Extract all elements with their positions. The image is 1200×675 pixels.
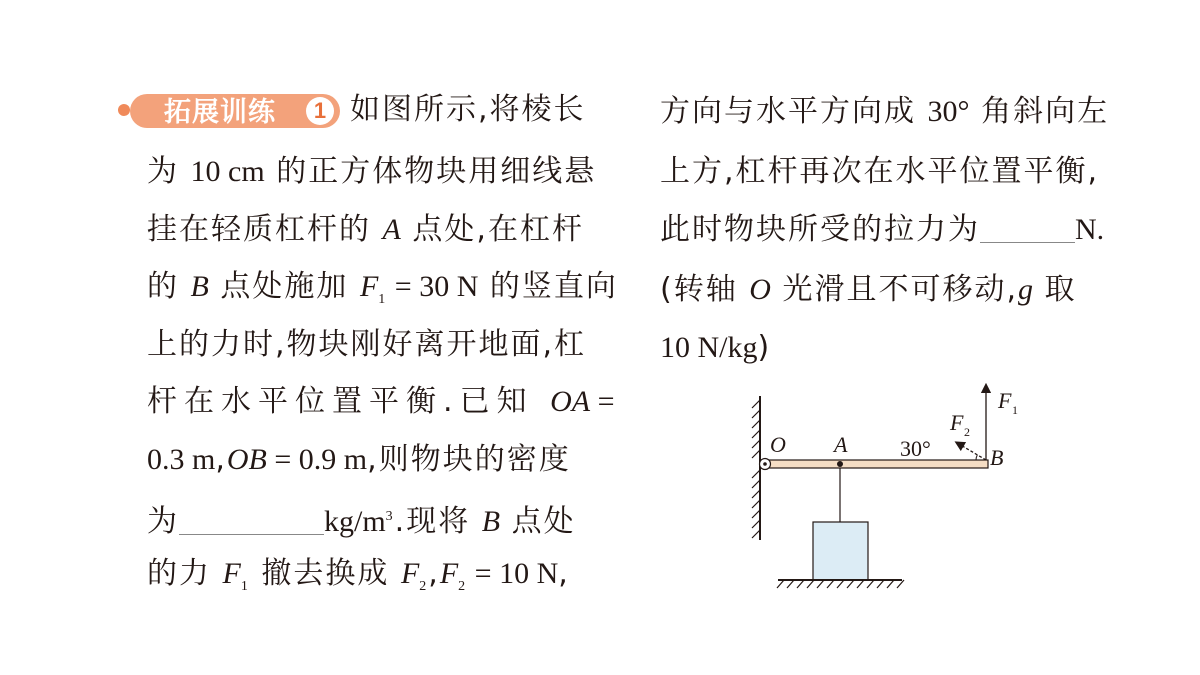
left-line-6: 杆在水平位置平衡.已知 OA = [147, 384, 615, 419]
lever-diagram [740, 378, 1040, 598]
label-f1: F [998, 388, 1012, 413]
left-line-9: 的力 $F_1$ 撤去换成 $F_2,F_2 = 10$ N, [147, 556, 570, 594]
wall [752, 396, 760, 540]
right-line-3: 此时物块所受的拉力为 N. [660, 212, 1105, 247]
pivot-o [760, 459, 771, 470]
right-line-4: (转轴 O 光滑且不可移动,g 取 [660, 272, 1077, 307]
badge-pill [130, 94, 340, 128]
left-line-4: 的 B 点处施加 $F_1 = 30$ N 的竖直向 [147, 269, 618, 307]
left-line-5: 上的力时,物块刚好离开地面,杠 [147, 327, 587, 362]
label-f2-sub: 2 [964, 425, 970, 439]
left-line-1: 如图所示,将棱长 [350, 92, 586, 127]
label-f1-sub: 1 [1012, 403, 1018, 417]
right-line-2: 上方,杠杆再次在水平位置平衡, [660, 154, 1100, 189]
angle-arc [976, 455, 977, 460]
badge-dot [118, 104, 130, 116]
point-a [837, 461, 843, 467]
lever-bar [760, 460, 988, 468]
right-line-5: 10 N/kg) [660, 330, 772, 365]
left-line-8: 为 $kg/m^3$.现将 B 点处 [147, 504, 576, 539]
label-b: B [990, 445, 1004, 470]
label-angle: 30° [900, 436, 931, 461]
label-f2: F [950, 410, 964, 435]
cube-block [813, 522, 868, 580]
ground [777, 580, 904, 588]
tension-answer-blank[interactable] [980, 212, 1075, 243]
force-f2-arrow [959, 444, 986, 460]
left-line-7: 0.3 m,OB = 0.9 m,则物块的密度 [147, 442, 571, 477]
right-line-1: 方向与水平方向成 30° 角斜向左 [660, 94, 1110, 129]
exercise-badge [118, 90, 343, 132]
label-o: O [770, 432, 786, 457]
left-line-2: 为 10 cm 的正方体物块用细线悬 [147, 154, 597, 189]
badge-number: 1 [306, 97, 334, 125]
label-a: A [834, 432, 848, 457]
badge-label: 拓展训练 [164, 97, 276, 128]
left-line-3: 挂在轻质杠杆的 A 点处,在杠杆 [147, 212, 584, 247]
density-answer-blank[interactable] [179, 504, 324, 535]
